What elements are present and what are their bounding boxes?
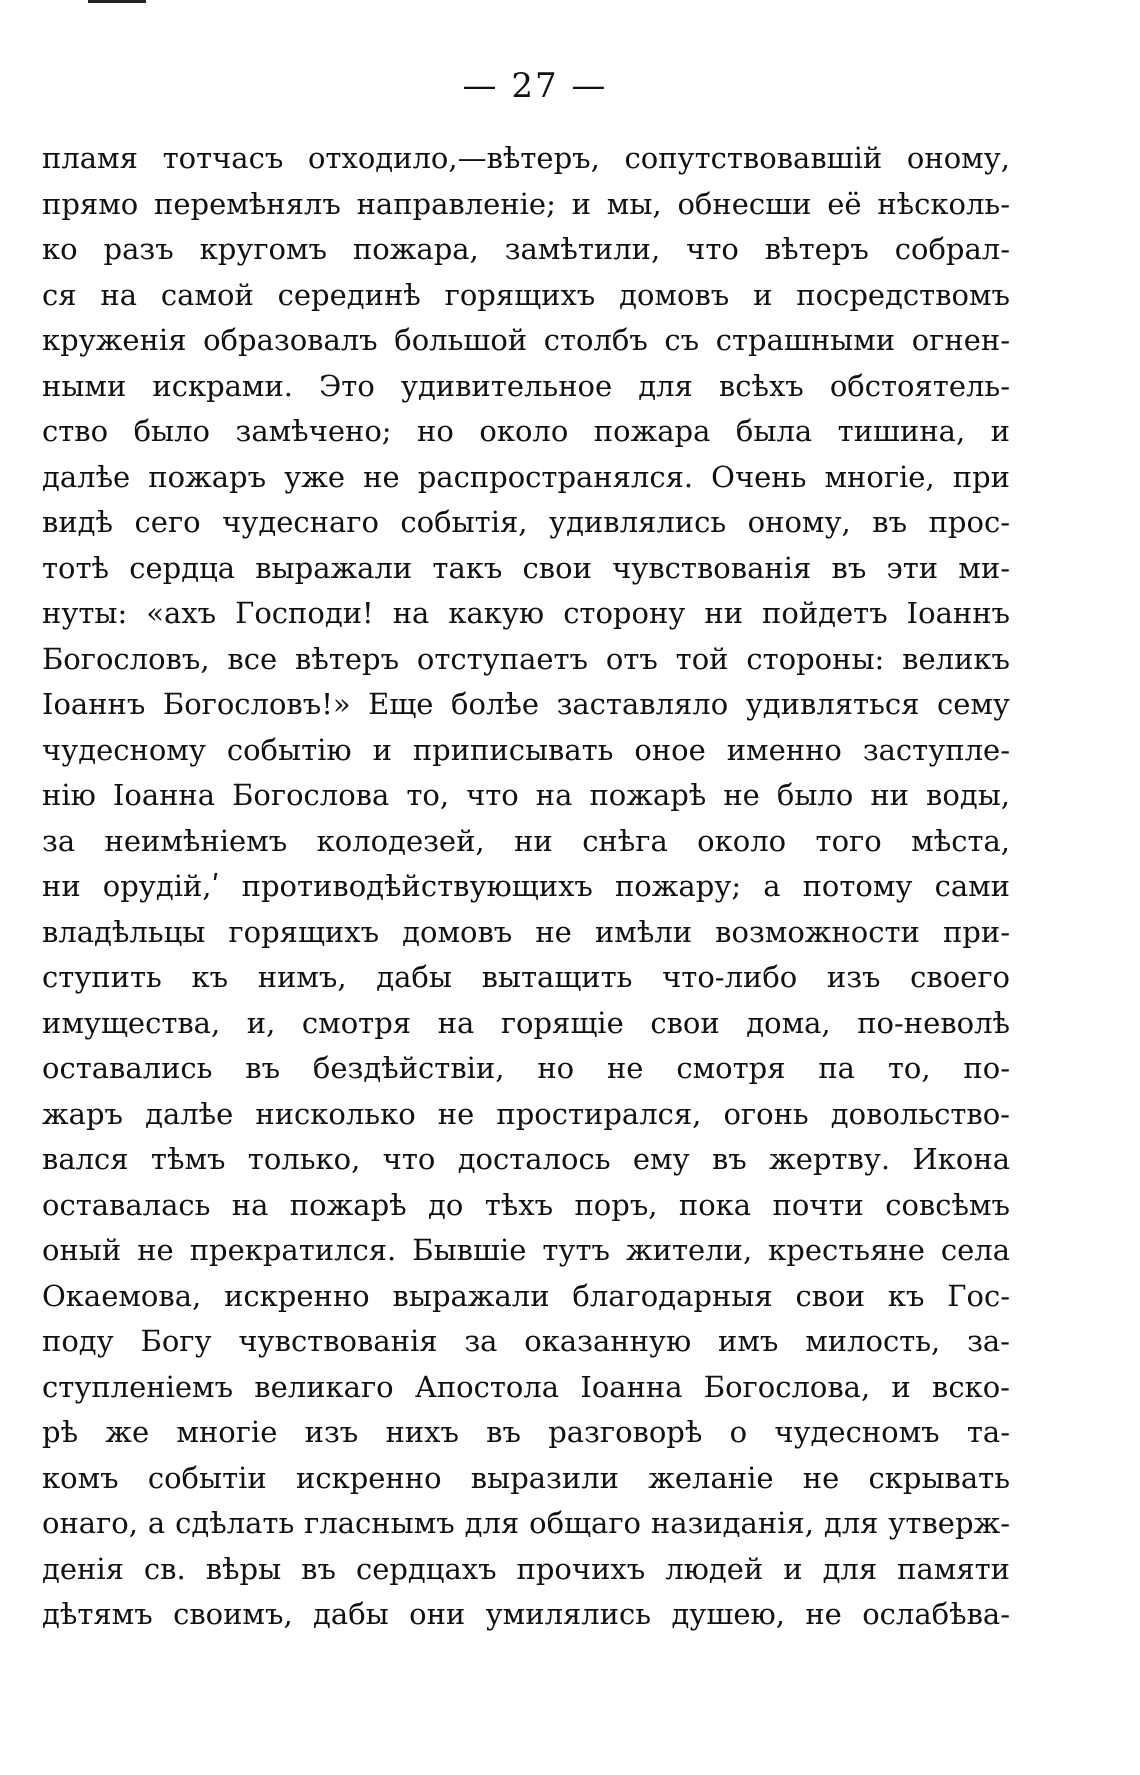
text-line: имущества, и, смотря на горящіе свои дома, по-неволѣ [42, 1005, 1010, 1040]
text-line: рѣ же многіе изъ нихъ въ разговорѣ о чудесномъ та- [42, 1415, 1010, 1449]
text-line: Іоаннъ Богословъ!» Еще болѣе заставляло удивляться сему [42, 687, 1010, 721]
top-rule [88, 0, 146, 3]
text-line: онаго, а сдѣлать гласнымъ для общаго назиданія, для утверж- [42, 1506, 1010, 1540]
text-line: комъ событіи искренно выразили желаніе не скрывать [42, 1460, 1010, 1495]
text-line: Окаемова, искренно выражали благодарныя свои къ Гос- [42, 1278, 1010, 1313]
text-line: жаръ далѣе нисколько не простирался, огонь довольство- [42, 1096, 1010, 1131]
text-line: видѣ сего чудеснаго событія, удивлялись оному, въ прос- [42, 505, 1010, 539]
text-line: поду Богу чувствованія за оказанную имъ милость, за- [42, 1324, 1010, 1358]
text-line: владѣльцы горящихъ домовъ не имѣли возможности при- [42, 914, 1010, 949]
text-line: дѣтямъ своимъ, дабы они умилялись душею, не ослабѣва- [42, 1597, 1010, 1631]
text-line: ни орудій,ʹ противодѣйствующихъ пожару; а потому сами [42, 869, 1010, 903]
text-line: за неимѣніемъ колодезей, ни снѣга около того мѣста, [42, 823, 1010, 858]
text-line: вался тѣмъ только, что досталось ему въ жертву. Икона [42, 1142, 1010, 1176]
text-line: Богословъ, все вѣтеръ отступаетъ отъ той стороны: великъ [42, 641, 1010, 676]
text-line: ступленіемъ великаго Апостола Іоанна Богослова, и вско- [42, 1369, 1010, 1404]
text-line: денія св. вѣры въ сердцахъ прочихъ людей и для памяти [42, 1551, 1010, 1586]
text-line: далѣе пожаръ уже не распространялся. Очень многіе, при [42, 459, 1010, 494]
text-line: оставалась на пожарѣ до тѣхъ поръ, пока почти совсѣмъ [42, 1187, 1010, 1222]
text-line: ными искрами. Это удивительное для всѣхъ обстоятель- [42, 368, 1010, 403]
text-line: прямо перемѣнялъ направленіе; и мы, обнесши её нѣсколь- [42, 186, 1010, 221]
text-line: оный не прекратился. Бывшіе тутъ жители, крестьяне села [42, 1233, 1010, 1267]
text-line: нуты: «ахъ Господи! на какую сторону ни пойдетъ Іоаннъ [42, 596, 1010, 630]
text-line: чудесному событію и приписывать оное именно заступле- [42, 732, 1010, 767]
page-number: — 27 — [462, 66, 608, 106]
text-line: ся на самой серединѣ горящихъ домовъ и посредствомъ [42, 277, 1010, 312]
text-line: нію Іоанна Богослова то, что на пожарѣ не было ни воды, [42, 778, 1010, 812]
text-line: ступить къ нимъ, дабы вытащить что-либо изъ своего [42, 960, 1010, 994]
text-line: ство было замѣчено; но около пожара была тишина, и [42, 414, 1010, 448]
text-line: круженія образовалъ большой столбъ съ страшными огнен- [42, 323, 1010, 357]
text-line: оставались въ бездѣйствіи, но не смотря па то, по- [42, 1051, 1010, 1085]
text-line: тотѣ сердца выражали такъ свои чувствованія въ эти ми- [42, 550, 1010, 585]
text-line: ко разъ кругомъ пожара, замѣтили, что вѣтеръ собрал- [42, 232, 1010, 266]
body-text [42, 136, 1010, 1638]
text-line: пламя тотчасъ отходило,—вѣтеръ, сопутствовавшій оному, [42, 141, 1010, 175]
